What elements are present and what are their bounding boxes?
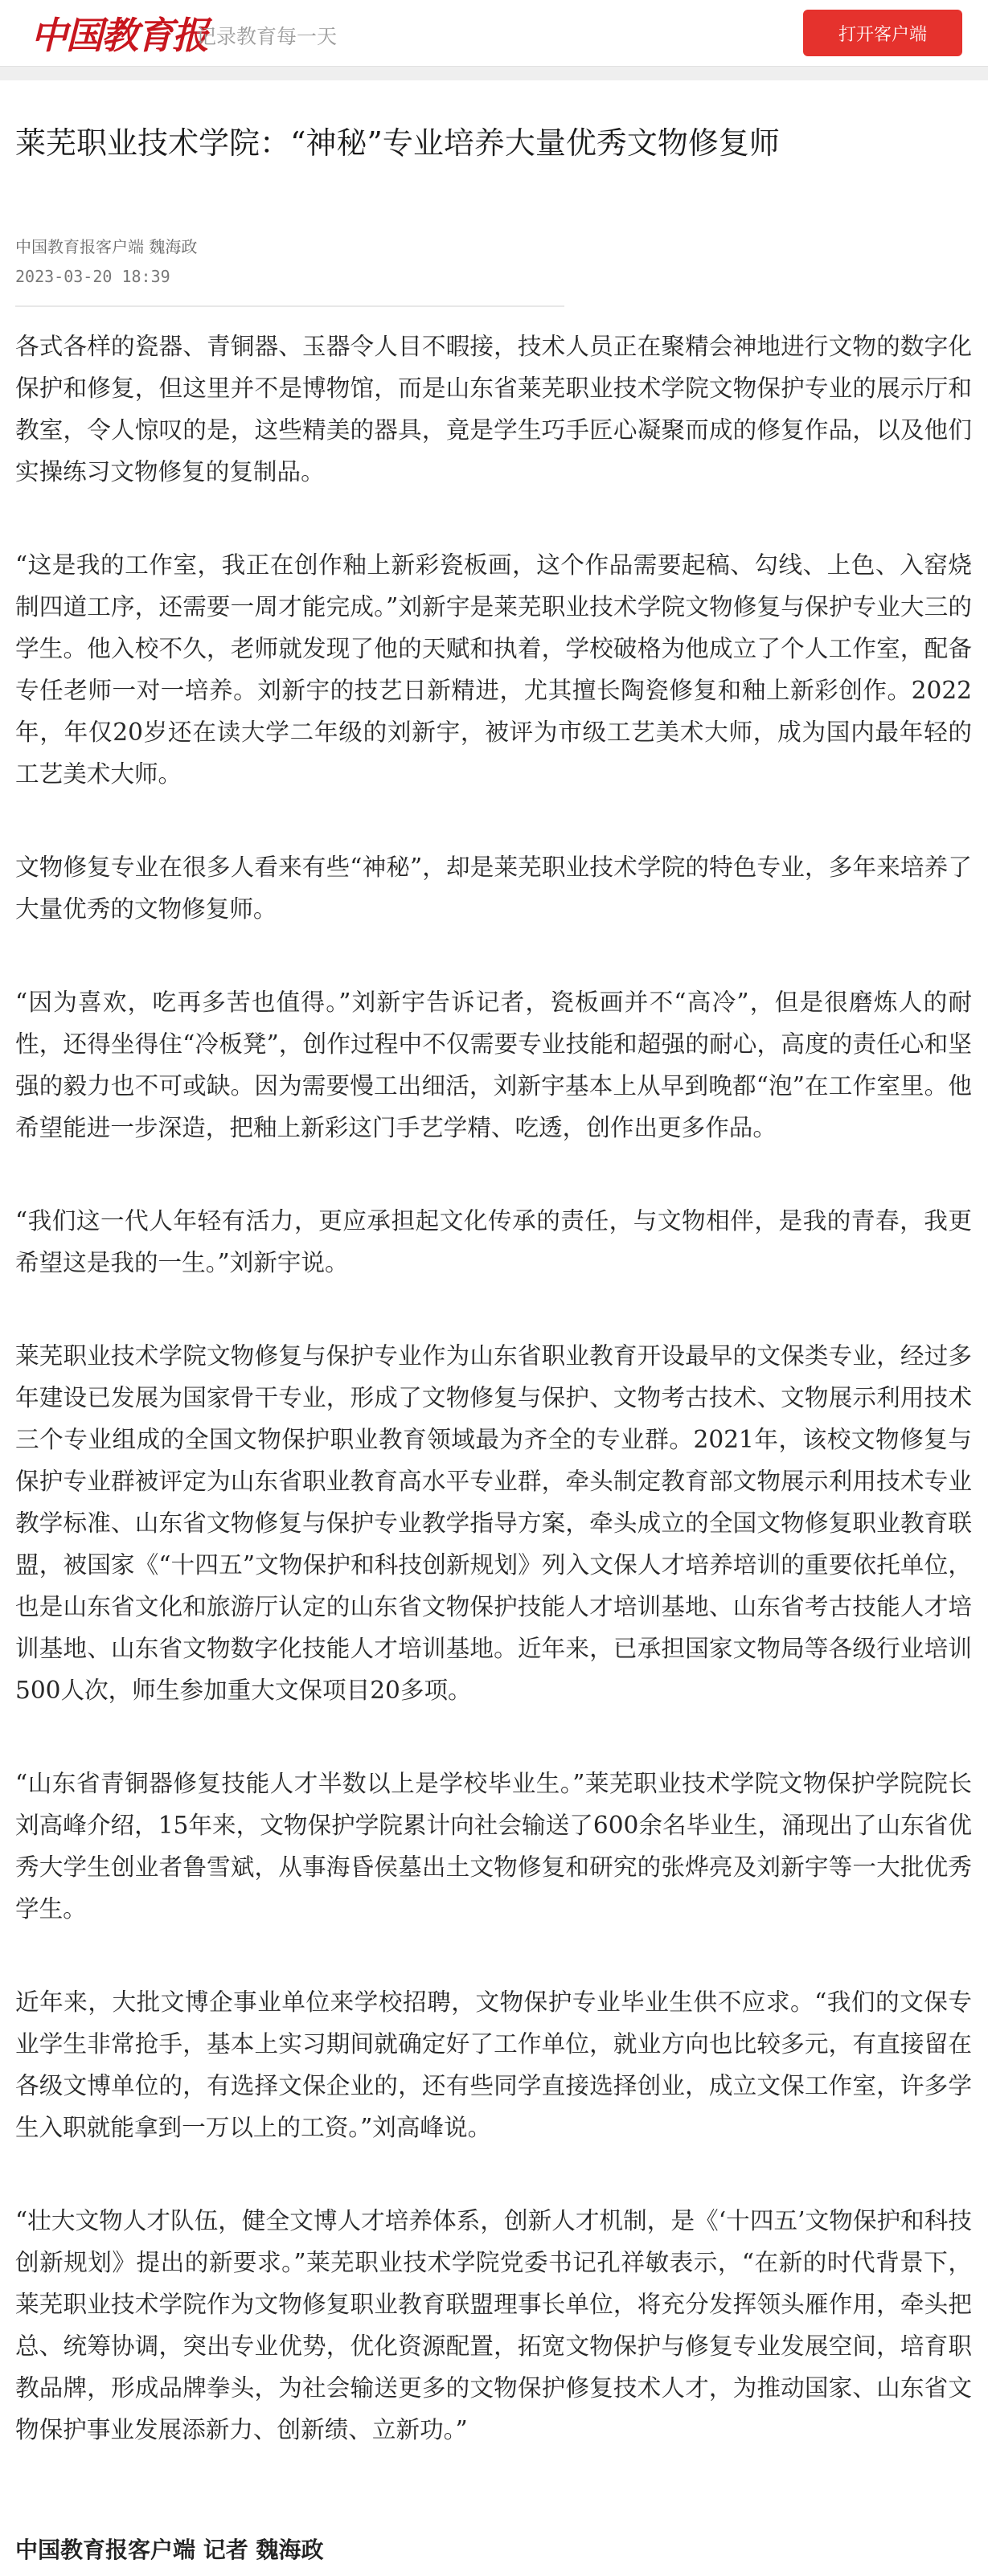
article-body — [15, 326, 972, 2502]
article-paragraph: 近年来，大批文博企事业单位来学校招聘，文物保护专业毕业生供不应求。“我们的文保专业学生非常抢手，基本上实习期间就确定好了工作单位，就业方向也比较多元，有直接留在各级文博单位的，有选择文保企业的，还有些同学直接选择创业，成立文保工作室，许多学生入职就能拿到一万以上的工资。”刘高峰说。 — [15, 1988, 972, 2141]
article-paragraph: “这是我的工作室，我正在创作釉上新彩瓷板画，这个作品需要起稿、勾线、上色、入窑烧制四道工序，还需要一周才能完成。”刘新宇是莱芜职业技术学院文物修复与保护专业大三的学生。他入校不久，老师就发现了他的天赋和执着，学校破格为他成立了个人工作室，配备专任老师一对一培养。刘新宇的技艺日新精进，尤其擅长陶瓷修复和釉上新彩创作。2022年，年仅20岁还在读大学二年级的刘新宇，被评为市级工艺美术大师，成为国内最年轻的工艺美术大师。 — [15, 551, 972, 788]
article-paragraph: 各式各样的瓷器、青铜器、玉器令人目不暇接，技术人员正在聚精会神地进行文物的数字化保护和修复，但这里并不是博物馆，而是山东省莱芜职业技术学院文物保护专业的展示厅和教室，令人惊叹的是，这些精美的器具，竟是学生巧手匠心凝聚而成的修复作品，以及他们实操练习文物修复的复制品。 — [15, 333, 972, 485]
site-slogan: 记录教育每一天 — [196, 25, 338, 48]
article-paragraph: “我们这一代人年轻有活力，更应承担起文化传承的责任，与文物相伴，是我的青春，我更希望这是我的一生。”刘新宇说。 — [15, 1207, 972, 1276]
article-paragraph: “因为喜欢，吃再多苦也值得。”刘新宇告诉记者，瓷板画并不“高冷”，但是很磨炼人的耐性，还得坐得住“冷板凳”，创作过程中不仅需要专业技能和超强的耐心，高度的责任心和坚强的毅力也不可或缺。因为需要慢工出细活，刘新宇基本上从早到晚都“泡”在工作室里。他希望能进一步深造，把釉上新彩这门手艺学精、吃透，创作出更多作品。 — [15, 989, 972, 1141]
article-paragraph: “壮大文物人才队伍，健全文博人才培养体系，创新人才机制，是《‘十四五’文物保护和科技创新规划》提出的新要求。”莱芜职业技术学院党委书记孔祥敏表示，“在新的时代背景下，莱芜职业技术学院作为文物修复职业教育联盟理事长单位，将充分发挥领头雁作用，牵头把总、统筹协调，突出专业优势，优化资源配置，拓宽文物保护与修复专业发展空间，培育职教品牌，形成品牌拳头，为社会输送更多的文物保护修复技术人才，为推动国家、山东省文物保护事业发展添新力、创新绩、立新功。” — [15, 2207, 972, 2443]
article-title: 莱芜职业技术学院：“神秘”专业培养大量优秀文物修复师 — [15, 125, 780, 161]
site-logo[interactable]: 中国教育报 — [31, 14, 207, 57]
header-divider — [0, 67, 988, 80]
article-paragraph: “山东省青铜器修复技能人才半数以上是学校毕业生。”莱芜职业技术学院文物保护学院院长刘高峰介绍，15年来，文物保护学院累计向社会输送了600余名毕业生，涌现出了山东省优秀大学生创业者鲁雪斌，从事海昏侯墓出土文物修复和研究的张烨亮及刘新宇等一大批优秀学生。 — [15, 1770, 972, 1923]
article-paragraph: 文物修复专业在很多人看来有些“神秘”，却是莱芜职业技术学院的特色专业，多年来培养了大量优秀的文物修复师。 — [15, 854, 972, 923]
meta-divider — [15, 305, 564, 307]
article-source: 中国教育报客户端 魏海政 — [15, 237, 198, 256]
open-client-button[interactable]: 打开客户端 — [803, 10, 962, 56]
article-datetime: 2023-03-20 18:39 — [15, 267, 170, 286]
top-header — [0, 0, 988, 67]
article-paragraph: 莱芜职业技术学院文物修复与保护专业作为山东省职业教育开设最早的文保类专业，经过多年建设已发展为国家骨干专业，形成了文物修复与保护、文物考古技术、文物展示利用技术三个专业组成的全国文物保护职业教育领域最为齐全的专业群。2021年，该校文物修复与保护专业群被评定为山东省职业教育高水平专业群，牵头制定教育部文物展示利用技术专业教学标准、山东省文物修复与保护专业教学指导方案，牵头成立的全国文物修复职业教育联盟，被国家《“十四五”文物保护和科技创新规划》列入文保人才培养培训的重要依托单位，也是山东省文化和旅游厅认定的山东省文物保护技能人才培训基地、山东省考古技能人才培训基地、山东省文物数字化技能人才培训基地。近年来，已承担国家文物局等各级行业培训500人次，师生参加重大文保项目20多项。 — [15, 1342, 972, 1704]
article-byline: 中国教育报客户端 记者 魏海政 — [15, 2537, 324, 2563]
